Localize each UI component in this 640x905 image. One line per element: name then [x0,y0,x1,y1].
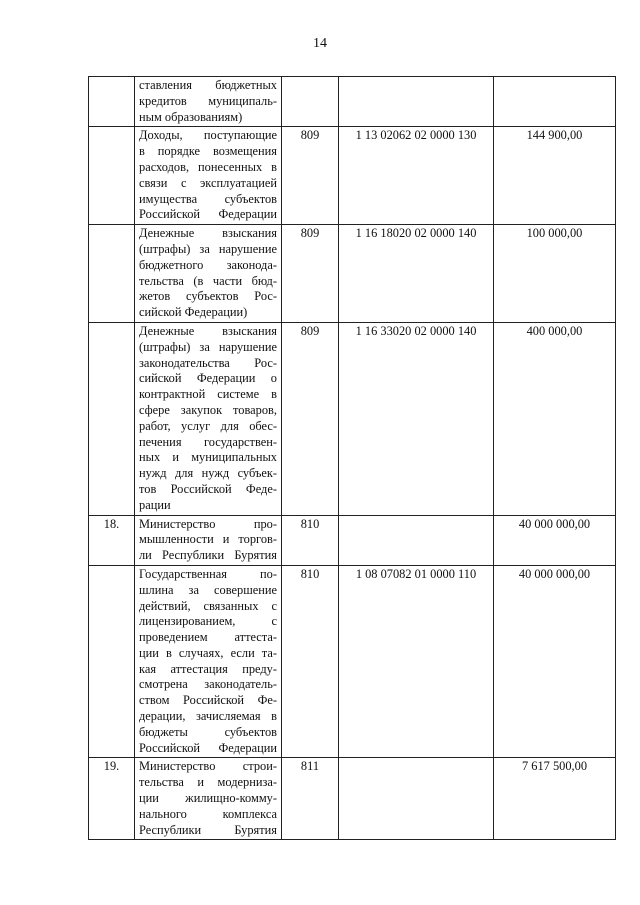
table-row [89,77,616,127]
table-row [89,225,616,323]
budget-classification-code-cell: 1 08 07082 01 0000 110 [339,565,494,758]
amount-cell: 100 000,00 [494,225,616,323]
name-line: нужд для нужд субъек- [139,466,277,481]
name-line: лицензированием, с [139,614,277,629]
name-line: связи с эксплуатацией [139,175,277,190]
name-line: ством Российской Фе- [139,693,277,708]
name-line: тельства (в части бюд- [139,273,277,288]
name-line: Министерство строи- [139,759,277,774]
row-name-cell [135,515,282,565]
name-line: расходов, понесенных в [139,159,277,174]
name-line: рации [139,497,171,512]
budget-table-body [89,77,616,840]
name-line: мышленности и торгов- [139,532,277,547]
row-name-cell [135,77,282,127]
name-line: Доходы, поступающие [139,128,277,143]
amount-cell [494,77,616,127]
amount-cell: 40 000 000,00 [494,515,616,565]
name-line: кая аттестация преду- [139,661,277,676]
name-line: сфере закупок товаров, [139,402,277,417]
admin-code-cell: 809 [282,322,339,515]
name-line: ции жилищно-комму- [139,791,277,806]
table-row [89,758,616,840]
admin-code-cell: 811 [282,758,339,840]
budget-classification-code-cell [339,515,494,565]
name-line: действий, связанных с [139,598,277,613]
name-line: контрактной системе в [139,387,277,402]
admin-code-cell [282,77,339,127]
row-number-cell [89,77,135,127]
name-line: жетов субъектов Рос- [139,289,277,304]
name-line: ставления бюджетных [139,78,277,92]
budget-table [88,76,616,840]
name-line: бюджеты субъектов [139,724,277,739]
row-number-cell [89,565,135,758]
name-line: (штрафы) за нарушение [139,339,277,354]
name-line: ции в случаях, если та- [139,645,277,660]
name-line: кредитов муниципаль- [139,93,277,108]
row-name-cell [135,225,282,323]
table-row [89,515,616,565]
name-line: (штрафы) за нарушение [139,241,277,256]
name-line: сийской Федерации) [139,305,248,320]
row-number-cell: 18. [89,515,135,565]
admin-code-cell: 809 [282,127,339,225]
name-line: бюджетного законода- [139,257,277,272]
name-line: законодательства Рос- [139,355,277,370]
admin-code-cell: 810 [282,515,339,565]
amount-cell: 7 617 500,00 [494,758,616,840]
amount-cell: 40 000 000,00 [494,565,616,758]
name-line: Государственная по- [139,566,277,581]
row-name-cell [135,758,282,840]
amount-cell: 400 000,00 [494,322,616,515]
name-line: Министерство про- [139,516,277,531]
name-line: в порядке возмещения [139,144,277,159]
table-row [89,127,616,225]
budget-classification-code-cell [339,77,494,127]
name-line: Денежные взыскания [139,323,277,338]
name-line: ли Республики Бурятия [139,548,277,563]
row-number-cell [89,322,135,515]
row-name-cell [135,565,282,758]
budget-classification-code-cell: 1 13 02062 02 0000 130 [339,127,494,225]
budget-classification-code-cell: 1 16 18020 02 0000 140 [339,225,494,323]
name-line: имущества субъектов [139,191,277,206]
amount-cell: 144 900,00 [494,127,616,225]
name-line: ных и муниципальных [139,450,277,465]
budget-classification-code-cell: 1 16 33020 02 0000 140 [339,322,494,515]
table-row [89,322,616,515]
row-name-cell [135,127,282,225]
row-number-cell [89,127,135,225]
page-number: 14 [313,36,327,51]
name-line: тельства и модерниза- [139,775,277,790]
name-line: тов Российской Феде- [139,481,277,496]
row-number-cell [89,225,135,323]
name-line: смотрена законодатель- [139,677,277,692]
name-line: шлина за совершение [139,582,277,597]
name-line: сийской Федерации о [139,371,277,386]
admin-code-cell: 809 [282,225,339,323]
name-line: проведением аттеста- [139,630,277,645]
name-line: печения государствен- [139,434,277,449]
name-line: ным образованиям) [139,109,243,124]
name-line: дерации, зачисляемая в [139,709,277,724]
name-line: Российской Федерации [139,207,277,222]
row-number-cell: 19. [89,758,135,840]
name-line: работ, услуг для обес- [139,418,277,433]
name-line: Денежные взыскания [139,226,277,241]
name-line: Российской Федерации [139,740,277,755]
budget-classification-code-cell [339,758,494,840]
row-name-cell [135,322,282,515]
name-line: нального комплекса [139,806,277,821]
table-row [89,565,616,758]
name-line: Республики Бурятия [139,822,277,837]
admin-code-cell: 810 [282,565,339,758]
